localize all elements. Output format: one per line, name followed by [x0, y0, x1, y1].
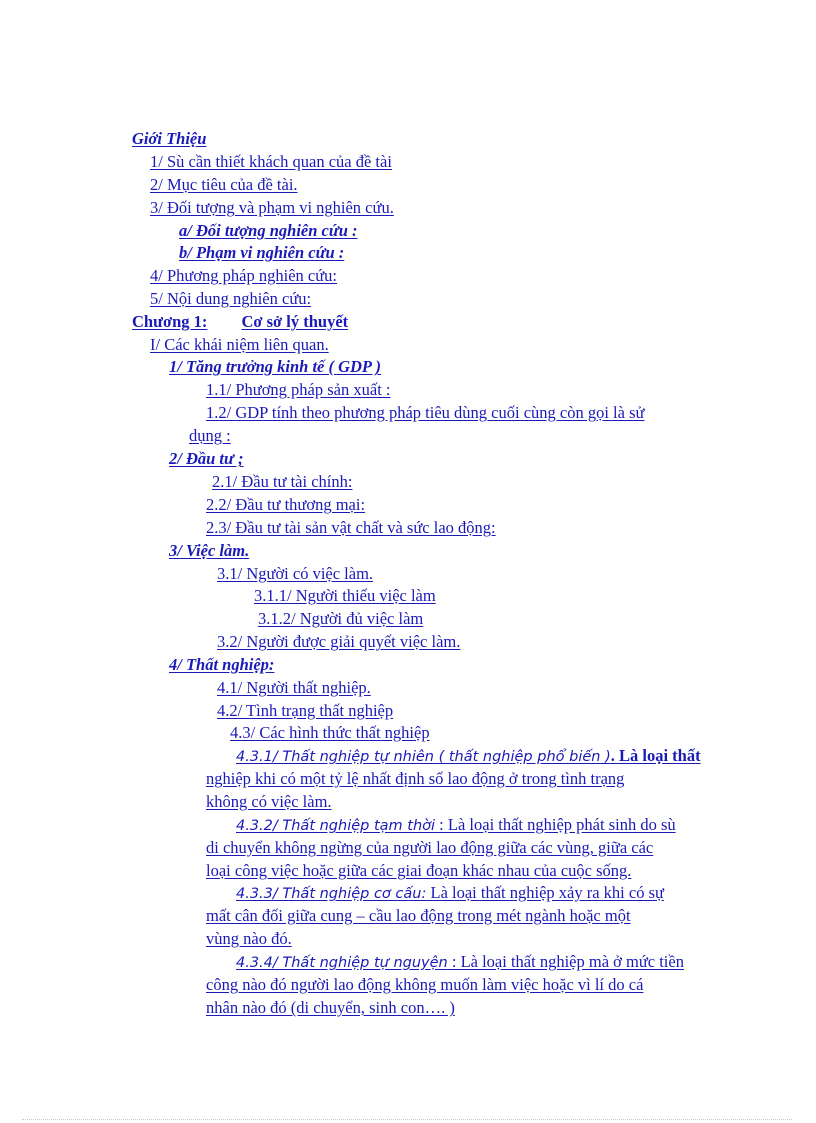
toc-section-I[interactable]: I/ Các khái niệm liên quan.: [150, 335, 329, 354]
s4-3-1-heading: 4.3.1/ Thất nghiệp tự nhiên ( thất nghiệp phổ biến ): [236, 749, 611, 765]
s4-3-3-text: Là loại thất nghiệp xảy ra khi có sự: [426, 883, 664, 902]
toc-item-2[interactable]: 2/ Mục tiêu của đề tài.: [150, 175, 298, 194]
toc-s4-3-2-line3[interactable]: loại công việc hoặc giữa các giai đoạn khác nhau của cuộc sống.: [206, 861, 632, 880]
toc-s3-1[interactable]: 3.1/ Người có việc làm.: [217, 564, 374, 583]
toc-s3[interactable]: 3/ Việc làm.: [169, 541, 250, 560]
toc-s4-3-1[interactable]: [206, 746, 701, 767]
toc-item-4[interactable]: 4/ Phương pháp nghiên cứu:: [150, 266, 338, 285]
toc-chapter-1[interactable]: [132, 312, 348, 331]
s4-3-4-text: : Là loại thất nghiệp mà ở mức tiền: [447, 952, 684, 971]
chapter-title: Cơ sở lý thuyết: [241, 312, 349, 331]
toc-s4-3-4-line2[interactable]: công nào đó người lao động không muốn làm việc hoặc vì lí do cá: [206, 975, 644, 994]
toc-s1-2[interactable]: 1.2/ GDP tính theo phương pháp tiêu dùng cuối cùng còn gọi là sử: [206, 403, 645, 422]
toc-s4-3-2-line2[interactable]: di chuyển không ngừng của người lao động giữa các vùng, giữa các: [206, 838, 654, 857]
toc-s1-2-cont[interactable]: dụng :: [189, 426, 231, 445]
toc-s3-1-2[interactable]: 3.1.2/ Người đủ việc làm: [258, 609, 424, 628]
toc-s2-1[interactable]: 2.1/ Đầu tư tài chính:: [212, 472, 353, 491]
toc-item-1[interactable]: 1/ Sù cần thiết khách quan của đề tài: [150, 152, 392, 171]
toc-item-3[interactable]: 3/ Đối tượng và phạm vi nghiên cứu.: [150, 198, 394, 217]
toc-s4-3-4-line3[interactable]: nhân nào đó (di chuyển, sinh con…. ): [206, 998, 455, 1017]
toc-s4-3-4[interactable]: [206, 952, 684, 973]
toc-s3-1-1[interactable]: 3.1.1/ Người thiếu việc làm: [254, 586, 436, 605]
toc-s4-3-3-line3[interactable]: vùng nào đó.: [206, 929, 292, 948]
toc-s2-3[interactable]: 2.3/ Đầu tư tài sản vật chất và sức lao động:: [206, 518, 496, 537]
toc-s4-3-2[interactable]: [206, 815, 676, 836]
toc-item-5[interactable]: 5/ Nội dung nghiên cứu:: [150, 289, 312, 308]
toc-s4[interactable]: 4/ Thất nghiệp:: [169, 655, 275, 674]
s4-3-3-heading: 4.3.3/ Thất nghiệp cơ cấu:: [236, 886, 427, 902]
toc-s4-3-1-line2[interactable]: nghiệp khi có một tỷ lệ nhất định số lao động ở trong tình trạng: [206, 769, 625, 788]
page-bottom-divider: [22, 1119, 792, 1120]
chapter-number: Chương 1:: [132, 312, 208, 331]
s4-3-2-text: : Là loại thất nghiệp phát sinh do sù: [435, 815, 676, 834]
toc-s1[interactable]: 1/ Tăng trưởng kinh tế ( GDP ): [169, 357, 382, 376]
toc-s1-1[interactable]: 1.1/ Phương pháp sản xuất :: [206, 380, 391, 399]
toc-s3-2[interactable]: 3.2/ Người được giải quyết việc làm.: [217, 632, 461, 651]
toc-item-3a[interactable]: a/ Đối tượng nghiên cứu :: [179, 221, 358, 240]
s4-3-4-heading: 4.3.4/ Thất nghiệp tự nguyện: [236, 955, 448, 971]
toc-intro-heading[interactable]: Giới Thiệu: [132, 129, 207, 148]
toc-s4-3-3[interactable]: [206, 883, 664, 904]
toc-s4-3[interactable]: 4.3/ Các hình thức thất nghiệp: [230, 723, 430, 742]
toc-s2[interactable]: 2/ Đầu tư ;: [169, 449, 244, 468]
s4-3-2-heading: 4.3.2/ Thất nghiệp tạm thời: [236, 818, 436, 834]
toc-s2-2[interactable]: 2.2/ Đầu tư thương mại:: [206, 495, 366, 514]
toc-s4-2[interactable]: 4.2/ Tình trạng thất nghiệp: [217, 701, 394, 720]
s4-3-1-text: . Là loại thất: [610, 746, 701, 765]
toc-s4-1[interactable]: 4.1/ Người thất nghiệp.: [217, 678, 371, 697]
toc-s4-3-1-line3[interactable]: không có việc làm.: [206, 792, 332, 811]
toc-item-3b[interactable]: b/ Phạm vi nghiên cứu :: [179, 243, 345, 262]
toc-s4-3-3-line2[interactable]: mất cân đối giữa cung – cầu lao động trong mét ngành hoặc một: [206, 906, 631, 925]
